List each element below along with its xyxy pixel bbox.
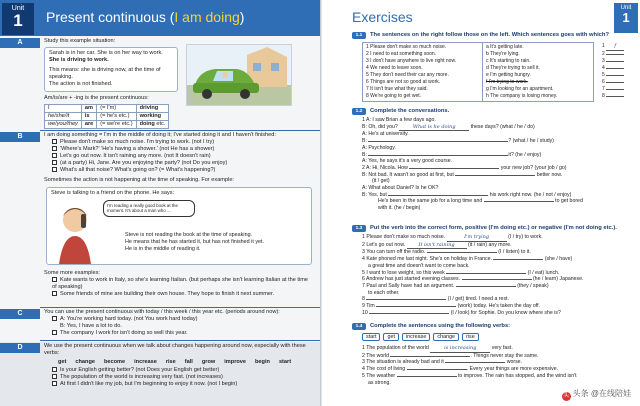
- list-item-text: The company I work for isn't doing so well this year.: [60, 330, 188, 337]
- list-item: [52, 330, 314, 337]
- b-example-list: [44, 139, 314, 174]
- exercise-line: [362, 152, 630, 159]
- answer-field[interactable]: [606, 75, 624, 76]
- answer-column: [602, 43, 624, 100]
- exercise-number: 1.1: [352, 32, 366, 39]
- exercise-line: A: What about Daniel? Is he OK?: [362, 185, 439, 192]
- list-item-text: The population of the world is increasing very fast. (not increases): [60, 374, 223, 381]
- answer-row: [602, 58, 624, 65]
- exercise-heading: The sentences on the right follow those on the left. Which sentences goes with which?: [370, 32, 609, 38]
- a-box-line: The action is not finished.: [49, 81, 113, 88]
- explain-line: He is in the middle of reading it.: [125, 246, 201, 252]
- line-text: very fast.: [491, 345, 513, 351]
- car-illustration: [186, 44, 292, 106]
- list-item: d They're trying to sell it.: [486, 65, 540, 71]
- line-text: 5 The weather: [362, 372, 396, 379]
- matching-right-column: [483, 43, 593, 101]
- exercise-line: [362, 345, 630, 353]
- blank-field[interactable]: [366, 299, 446, 300]
- line-text: (I / listen) to it.: [498, 249, 531, 256]
- list-item: g I'm looking for an apartment.: [486, 86, 554, 92]
- list-item-text: Please don't make so much noise. I'm trying to work. (not I try): [60, 139, 215, 146]
- unit-number: 1: [13, 11, 23, 30]
- line-text: 9 Tim: [362, 303, 375, 310]
- watermark-logo-icon: 头: [563, 393, 570, 399]
- unit-label: Unit: [620, 5, 632, 11]
- blank-field[interactable]: [368, 141, 508, 142]
- exercise-line: as strong.: [368, 379, 391, 386]
- line-text: B: Yes, but: [362, 191, 387, 198]
- exercise-line: [362, 198, 630, 205]
- section-c: [44, 309, 314, 337]
- list-item: [52, 167, 314, 174]
- b-phone-line: Steve is talking to a friend on the phone. He says:: [51, 190, 175, 196]
- blank-field[interactable]: [446, 273, 526, 274]
- divider: [40, 307, 322, 308]
- exercise-line: A: He's at university.: [362, 131, 409, 138]
- answer-row: [602, 65, 624, 72]
- blank-field[interactable]: [462, 279, 532, 280]
- verb-item: start: [278, 359, 292, 366]
- answer-filled: f: [606, 43, 624, 51]
- blank-field[interactable]: [388, 195, 488, 196]
- b-explain: [125, 232, 305, 253]
- exercise-line: [362, 256, 630, 263]
- list-item: [52, 277, 314, 291]
- bullet-box-icon: [52, 381, 57, 386]
- table-row: [45, 112, 169, 120]
- section-b: [44, 132, 314, 184]
- exercise-line: A: Psychology.: [362, 144, 396, 151]
- answer-row: [602, 72, 624, 79]
- exercise-1-3-body: [362, 234, 630, 316]
- line-text: to improve. The rain has stopped, and the wind isn't: [457, 372, 577, 379]
- handwritten-answer: I'm trying: [447, 234, 507, 242]
- answer-number: 8: [602, 93, 605, 99]
- exercise-line: (it / get): [372, 178, 390, 185]
- table-cell: he/she/it: [45, 112, 82, 120]
- exercise-1-4-body: [362, 345, 630, 386]
- list-item-text: 'Where's Mark?' 'He's having a shower.' (not He has a shower): [60, 146, 215, 153]
- exercise-line: [362, 310, 630, 317]
- line-text: ? (what / he / study): [508, 138, 554, 145]
- section-tab-d: D: [0, 343, 40, 353]
- line-text: B:: [362, 138, 367, 145]
- table-cell-verb: doing: [139, 120, 155, 127]
- blank-field[interactable]: [409, 168, 499, 169]
- table-cell: am: [81, 104, 96, 112]
- table-cell: (= I'm): [97, 104, 136, 112]
- line-text: (I / look) for Sophie. Do you know where she is?: [450, 309, 561, 316]
- verb-item: rise: [165, 359, 176, 366]
- unit-badge-right: [614, 3, 638, 33]
- exercise-line: [362, 192, 630, 199]
- title-prefix: Present continuous (: [46, 9, 175, 25]
- verb-chip: change: [433, 333, 459, 341]
- bullet-box-icon: [52, 367, 57, 372]
- list-item: 5 They don't need their car any more.: [366, 72, 449, 78]
- list-item: [52, 316, 314, 323]
- list-item-text: At first I didn't like my job, but I'm beginning to enjoy it now. (not I begin): [60, 381, 238, 388]
- b-more: [44, 270, 314, 298]
- blank-field[interactable]: [484, 201, 554, 202]
- unit-number: 1: [622, 10, 630, 25]
- exercise-line: [362, 283, 630, 290]
- list-item: 2 I need to eat something soon.: [366, 51, 437, 57]
- table-cell: (= he's etc.): [97, 112, 136, 120]
- line-text: (work) today. He's taken the day off.: [457, 303, 540, 310]
- d-list: [44, 367, 314, 388]
- exercise-line: A: Yes, he says it's a very good course.: [362, 158, 453, 165]
- line-text: 3 The situation is already bad and it: [362, 359, 444, 366]
- table-row: [45, 104, 169, 112]
- bullet-box-icon: [52, 167, 57, 172]
- right-page: [322, 0, 640, 406]
- list-item: 4 We need to leave soon.: [366, 65, 423, 71]
- line-text: 5 I want to lose weight, so this week: [362, 269, 445, 276]
- matching-table: [362, 42, 594, 102]
- answer-number: 3: [602, 58, 605, 64]
- list-item: [52, 323, 314, 330]
- list-item: 8 We're going to get wet.: [366, 93, 422, 99]
- table-cell: I: [45, 104, 82, 112]
- answer-field[interactable]: [606, 96, 624, 97]
- list-item: [52, 367, 314, 374]
- b-lead: I am doing something = I'm in the middle of doing it; I've started doing it and I haven't finished:: [44, 132, 276, 138]
- list-item: 3 I don't have anywhere to live right now.: [366, 58, 457, 64]
- answer-row: [602, 43, 624, 51]
- line-text: 10: [362, 309, 368, 316]
- bullet-box-icon: [52, 160, 57, 165]
- section-tab-c: C: [0, 309, 40, 319]
- line-text: He's been in the same job for a long time and: [378, 198, 483, 205]
- bullet-box-icon: [52, 277, 57, 282]
- line-text: your new job? (your job / go): [500, 164, 567, 171]
- line-text: better now.: [536, 171, 563, 178]
- bullet-box-icon: [52, 146, 57, 151]
- verb-item: fall: [184, 359, 193, 366]
- table-cell: are: [81, 120, 96, 128]
- answer-number: 7: [602, 86, 605, 92]
- exercise-number: 1.4: [352, 323, 366, 330]
- page-title: [46, 9, 244, 25]
- exercise-line: [362, 270, 630, 277]
- line-text: worse.: [506, 359, 522, 366]
- list-item: 1 Please don't make so much noise.: [366, 44, 447, 50]
- matching-left-column: [363, 43, 483, 101]
- line-text: B: Not bad. It wasn't so good at first, but: [362, 171, 454, 178]
- line-text: 2 A: Hi, Nicola. How: [362, 164, 408, 171]
- verb-chip: increase: [402, 333, 430, 341]
- exercise-line: 1 A: I saw Brian a few days ago.: [362, 117, 436, 123]
- list-item-text: A: You're working hard today. (not You work hard today): [60, 316, 198, 323]
- exercise-line: [362, 242, 630, 250]
- line-text: 7 Paul and Sally have had an argument.: [362, 282, 455, 289]
- blank-field[interactable]: [445, 362, 505, 363]
- a-rule: Am/is/are + -ing is the present continuous:: [44, 94, 149, 101]
- blank-field[interactable]: [368, 155, 508, 156]
- line-text: (they / speak): [517, 282, 549, 289]
- exercise-line: to each other.: [368, 289, 400, 296]
- blank-field[interactable]: [369, 313, 449, 314]
- a-example-box: [44, 47, 178, 91]
- verb-item: improve: [224, 359, 247, 366]
- bullet-box-icon: [52, 153, 57, 158]
- section-d: [44, 343, 314, 389]
- man-on-phone-icon: [55, 202, 95, 264]
- a-intro: Study this example situation:: [44, 38, 116, 44]
- divider: [40, 340, 322, 341]
- line-text: 3 You can turn off the radio.: [362, 249, 426, 256]
- exercise-line: [362, 359, 630, 366]
- table-cell: driving: [136, 104, 169, 112]
- d-verb-list: [58, 359, 314, 366]
- handwritten-answer: is increasing: [430, 345, 490, 353]
- explain-line: He means that he has started it, but has not finished it yet.: [125, 239, 265, 245]
- blank-field[interactable]: [455, 175, 535, 176]
- answer-number: 5: [602, 72, 605, 78]
- blank-field[interactable]: [427, 252, 497, 253]
- exercise-line: [362, 276, 630, 283]
- verb-item: change: [75, 359, 95, 366]
- line-text: it? (he / enjoy): [508, 151, 542, 158]
- blank-field[interactable]: [376, 306, 456, 307]
- exercise-number: 1.3: [352, 225, 366, 232]
- answer-field[interactable]: [606, 82, 624, 83]
- b-more-list: [44, 277, 314, 298]
- line-text: (I / try) to work.: [508, 234, 543, 240]
- car-driving-icon: [187, 45, 292, 106]
- title-highlight: I am doing: [174, 9, 240, 25]
- line-text: (I / eat) lunch.: [527, 269, 560, 276]
- verb-item: grow: [201, 359, 216, 366]
- exercise-heading: Complete the sentences using the following verbs:: [370, 323, 511, 329]
- exercise-number: 1.2: [352, 108, 366, 115]
- answer-number: 1: [602, 43, 605, 49]
- unit-label: Unit: [11, 5, 25, 12]
- exercise-line: [362, 296, 630, 303]
- table-cell: [136, 120, 169, 128]
- c-lead: You can use the present continuous with today / this week / this year etc. (periods around now):: [44, 309, 280, 315]
- list-item: [52, 291, 314, 298]
- answer-field[interactable]: [606, 89, 624, 90]
- exercise-line: [362, 303, 630, 310]
- watermark-text: 头条 @在线陪娃: [572, 389, 631, 398]
- exercise-heading: Complete the conversations.: [370, 108, 450, 114]
- blank-field[interactable]: [456, 286, 516, 287]
- table-cell-etc: etc.: [156, 120, 166, 127]
- exercise-line: [362, 234, 630, 242]
- answer-number: 2: [602, 51, 605, 57]
- a-box-line: Sarah is in her car. She is on her way to work.: [49, 50, 163, 57]
- bullet-box-icon: [52, 330, 57, 335]
- list-item-text: B: Yes, I have a lot to do.: [60, 323, 122, 330]
- list-item: [52, 153, 314, 160]
- line-text: 2 Let's go out now.: [362, 241, 406, 248]
- line-text: these days? (what / he / do): [470, 123, 535, 130]
- verb-item: begin: [255, 359, 270, 366]
- handwritten-answer: What is he doing: [399, 124, 469, 132]
- line-text: (she / have): [544, 256, 573, 263]
- line-text: 4 The cost of living: [362, 366, 406, 373]
- line-text: his work right now. (he / not / enjoy): [489, 191, 572, 198]
- phone-example-box: [46, 187, 312, 265]
- a-box-line: This means: she is driving now, at the time of speaking.: [49, 67, 161, 81]
- verb-chip-strip: [362, 333, 479, 341]
- list-item: c It's starting to rain.: [486, 58, 531, 64]
- blank-field[interactable]: [390, 356, 470, 357]
- struck-answer: f I'm trying to work.: [486, 79, 528, 85]
- list-item: 7 It isn't true what they said.: [366, 86, 428, 92]
- list-item-text: Let's go out now. It isn't raining any more. (not It doesn't rain): [60, 153, 211, 160]
- line-text: B:: [362, 151, 367, 158]
- exercise-line: [362, 249, 630, 256]
- line-text: 8: [362, 296, 365, 303]
- line-text: (I / get) tired. I need a rest.: [447, 296, 509, 303]
- answer-number: 6: [602, 79, 605, 85]
- list-item: [52, 374, 314, 381]
- exercise-line: [362, 138, 630, 145]
- list-item: a It's getting late.: [486, 44, 524, 50]
- line-text: 6 Andrew has just started evening classes.: [362, 276, 461, 283]
- answer-number: 4: [602, 65, 605, 71]
- line-text: (it / rain) any more.: [468, 241, 512, 248]
- unit-badge-left: [2, 3, 34, 35]
- line-text: 1 The population of the world: [362, 345, 429, 351]
- verb-item: become: [103, 359, 126, 366]
- line-text: to get bored: [555, 198, 583, 205]
- line-text: (he / learn) Japanese.: [532, 276, 584, 283]
- line-text: B: Oh, did you?: [362, 123, 398, 130]
- list-item-text: (at a party) Hi, Jane. Are you enjoying the party? (not Do you enjoy): [60, 160, 228, 167]
- verb-chip: get: [383, 333, 399, 341]
- a-conjugation-table: [44, 104, 169, 129]
- line-text: . Things never stay the same.: [470, 352, 539, 359]
- list-item-text: Is your English getting better? (not Does your English get better): [60, 367, 220, 374]
- answer-row: [602, 93, 624, 100]
- watermark: [559, 387, 634, 402]
- c-list: [44, 316, 314, 337]
- list-item: 6 Things are not so good at work.: [366, 79, 441, 85]
- list-item-text: Some friends of mine are building their own house. They hope to finish it next summer.: [60, 291, 275, 298]
- section-tab-a: A: [0, 38, 40, 48]
- table-cell: (= we're etc.): [97, 120, 136, 128]
- list-item-text: Kate wants to work in Italy, so she's learning Italian. (but perhaps she isn't learning Italian at the time of speaking): [52, 277, 308, 291]
- explain-line: Steve is not reading the book at the time of speaking.: [125, 232, 253, 238]
- bullet-box-icon: [52, 374, 57, 379]
- blank-field[interactable]: [407, 369, 467, 370]
- handwritten-answer: It isn't raining: [407, 242, 467, 250]
- bullet-box-icon: [52, 291, 57, 296]
- line-text: 2 The world: [362, 352, 390, 359]
- exercise-line: [362, 366, 630, 373]
- line-text: 1 Please don't make so much noise.: [362, 234, 446, 240]
- speech-bubble: I'm reading a really good book at the moment. It's about a man who ...: [103, 200, 195, 217]
- section-tab-b: B: [0, 132, 40, 142]
- table-row: [45, 120, 169, 128]
- b-more-title: Some more examples:: [44, 270, 100, 276]
- exercise-line: [362, 124, 630, 132]
- blank-field[interactable]: [397, 376, 457, 377]
- list-item: e I'm getting hungry.: [486, 72, 531, 78]
- list-item: [52, 160, 314, 167]
- verb-chip: rise: [462, 333, 479, 341]
- line-text: 4 Kate phoned me last night. She's on holiday in France.: [362, 256, 492, 263]
- exercise-heading: Put the verb into the correct form, positive (I'm doing etc.) or negative (I'm not doing etc.).: [370, 225, 617, 231]
- answer-row: [602, 86, 624, 93]
- exercise-line: [362, 373, 630, 380]
- list-item: [52, 146, 314, 153]
- list-item: b They're lying.: [486, 51, 520, 57]
- table-cell: is: [81, 112, 96, 120]
- list-item-text: What's all that noise? What's going on? (= What's happening?): [60, 167, 216, 174]
- exercise-line: [362, 165, 630, 172]
- list-item: [486, 79, 590, 86]
- verb-item: get: [58, 359, 67, 366]
- answer-row: [602, 51, 624, 58]
- line-text: . Every year things are more expensive.: [466, 366, 559, 373]
- table-cell: working: [136, 112, 169, 120]
- verb-item: increase: [134, 359, 157, 366]
- table-cell: we/you/they: [45, 120, 82, 128]
- divider: [40, 130, 322, 131]
- exercise-line: [362, 172, 630, 179]
- answer-field[interactable]: [606, 54, 624, 55]
- list-item: [52, 139, 314, 146]
- exercise-line: a great time and doesn't want to come back.: [368, 262, 470, 269]
- bullet-box-icon: [52, 139, 57, 144]
- answer-field[interactable]: [606, 68, 624, 69]
- blank-field[interactable]: [493, 259, 543, 260]
- list-item: [52, 381, 314, 388]
- verb-chip: start: [362, 333, 380, 341]
- exercise-1-2-body: [362, 117, 630, 212]
- b-sometimes: Sometimes the action is not happening at the time of speaking. For example:: [44, 176, 234, 183]
- exercise-line: [362, 353, 630, 360]
- d-lead: We use the present continuous when we talk about changes happening around now, especially with these verbs:: [44, 343, 306, 357]
- bullet-box-icon: [52, 316, 57, 321]
- list-item: h The company is losing money.: [486, 93, 558, 99]
- title-suffix: ): [239, 9, 245, 25]
- exercises-title: Exercises: [352, 9, 413, 25]
- a-box-line: She is driving to work.: [49, 57, 109, 64]
- exercise-line: with it. (he / begin): [378, 205, 421, 212]
- answer-row: [602, 79, 624, 86]
- answer-field[interactable]: [606, 61, 624, 62]
